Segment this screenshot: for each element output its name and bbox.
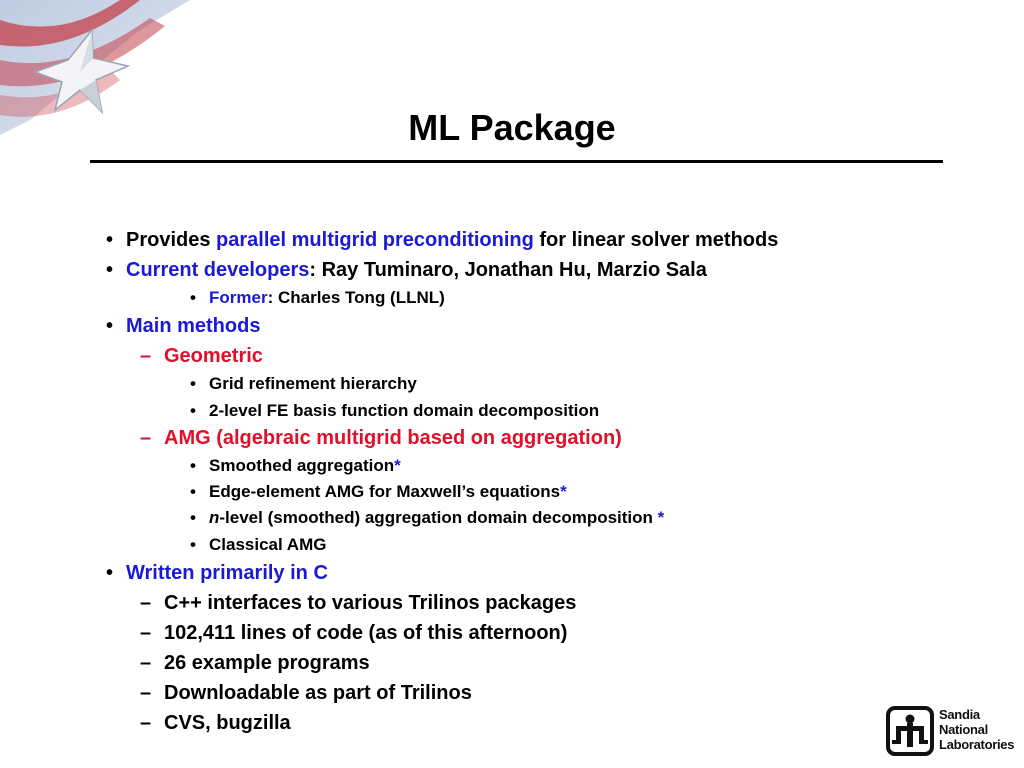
logo-line: National xyxy=(939,722,988,737)
bullet-text: 26 example programs xyxy=(164,652,370,674)
bullet-text: Former: Charles Tong (LLNL) xyxy=(209,288,445,307)
bullet-text: Edge-element AMG for Maxwell’s equations* xyxy=(209,482,567,501)
logo-line: Sandia xyxy=(939,707,980,722)
dash-marker: – xyxy=(140,622,152,644)
bullet-text: Main methods xyxy=(126,315,261,337)
bullet-text: Provides parallel multigrid preconditioning for linear solver methods xyxy=(126,229,779,251)
bullet-text: n-level (smoothed) aggregation domain decomposition * xyxy=(209,508,665,527)
sandia-thunderbird-logo-icon xyxy=(886,706,934,756)
bullet-marker: • xyxy=(190,374,196,393)
dash-marker: – xyxy=(140,592,152,614)
dash-marker: – xyxy=(140,345,152,367)
bullet-text: CVS, bugzilla xyxy=(164,712,291,734)
bullet-text: Grid refinement hierarchy xyxy=(209,374,417,393)
bullet-marker: • xyxy=(106,229,114,251)
dash-marker: – xyxy=(140,712,152,734)
bullet-text: Smoothed aggregation* xyxy=(209,456,401,475)
bullet-text: Current developers: Ray Tuminaro, Jonathan Hu, Marzio Sala xyxy=(126,259,707,281)
logo-line: Laboratories xyxy=(939,737,1015,752)
bullet-marker: • xyxy=(106,315,114,337)
slide-title: ML Package xyxy=(408,107,616,148)
bullet-text: 2-level FE basis function domain decomposition xyxy=(209,401,600,420)
dash-marker: – xyxy=(140,682,152,704)
bullet-text: Classical AMG xyxy=(209,535,327,554)
bullet-marker: • xyxy=(190,401,196,420)
bullet-marker: • xyxy=(190,482,196,501)
dash-marker: – xyxy=(140,652,152,674)
bullet-text: Written primarily in C xyxy=(126,562,328,584)
title-underline xyxy=(90,160,943,163)
sandia-wordmark xyxy=(939,707,1014,752)
bullet-text: C++ interfaces to various Trilinos packages xyxy=(164,592,577,614)
bullet-text: 102,411 lines of code (as of this afternoon) xyxy=(164,622,568,644)
dash-marker: – xyxy=(140,427,152,449)
bullet-text: Geometric xyxy=(164,345,263,367)
bullet-marker: • xyxy=(106,562,114,584)
bullet-marker: • xyxy=(190,456,196,475)
bullet-marker: • xyxy=(190,288,196,307)
bullet-marker: • xyxy=(190,535,196,554)
bullet-text: Downloadable as part of Trilinos xyxy=(164,682,472,704)
bullet-marker: • xyxy=(190,508,196,527)
bullet-text: AMG (algebraic multigrid based on aggregation) xyxy=(164,427,622,449)
bullet-marker: • xyxy=(106,259,114,281)
